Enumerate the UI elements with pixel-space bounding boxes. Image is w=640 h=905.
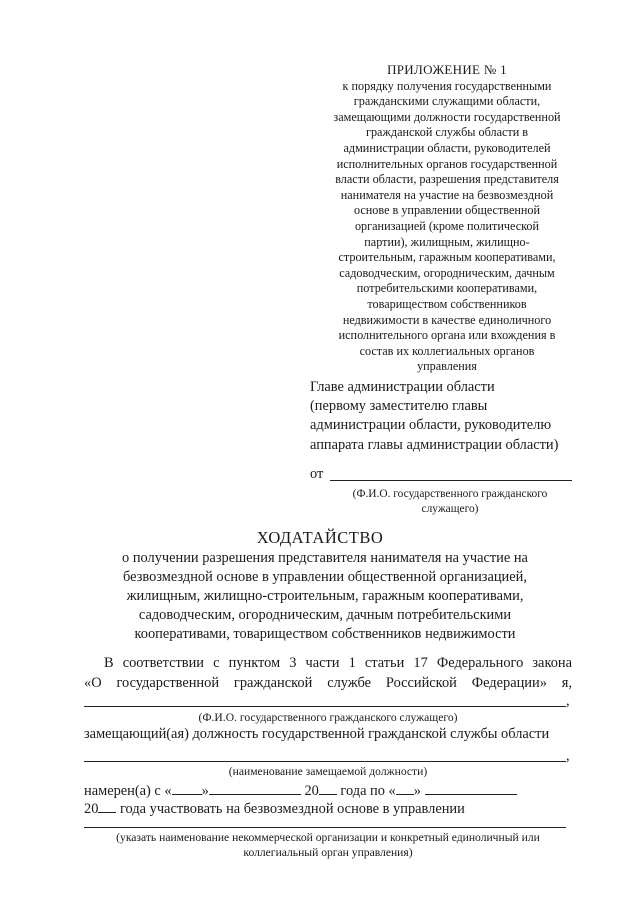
- until-label: года по «: [336, 783, 396, 799]
- appendix-heading: ПРИЛОЖЕНИЕ № 1: [387, 62, 507, 77]
- document-subtitle: о получении разрешения представителя нанимателя на участие на безвозмездной основе в управлении общественной организацией, жилищным, жилищно-строительным, гаражным кооперативами, садоводческим, огородническим, дачным потребительскими кооперативами, товариществом собственников недвижимости: [122, 550, 528, 642]
- end-month-blank: [425, 780, 517, 795]
- appendix-text: к порядку получения государственными гражданскими служащими области, замещающими должности государственной гражданской службы области в администрации области, руководителей исполнительных органов государственной власти области, разрешения представителя нанимателя на участие на безвозмездной основе в управлении общественной организацией (кроме политической партии), жилищным, жилищно- строительным, гаражным кооперативами, садоводческим, огородническим, дачным потребительскими кооперативами, товариществом собственников недвижимости в качестве единоличного исполнительного органа или вхождения в состав их коллегиальных органов управления: [333, 78, 561, 374]
- appendix-block: [316, 62, 578, 375]
- from-label: от: [310, 466, 324, 482]
- fio-hint: (Ф.И.О. государственного гражданского служащего): [198, 711, 458, 724]
- intend-start: намерен(а) с «: [84, 783, 172, 799]
- start-year-prefix: 20: [304, 783, 319, 799]
- end-day-blank: [396, 780, 414, 795]
- position-fill-line: [84, 761, 566, 762]
- document-title: ХОДАТАЙСТВО: [256, 528, 384, 547]
- end-quote-close: »: [413, 783, 421, 799]
- start-day-blank: [172, 780, 202, 795]
- end-year-blank: [98, 798, 116, 813]
- org-fill-line: [84, 827, 566, 828]
- from-row: [310, 466, 572, 483]
- start-quote-close: »: [201, 783, 209, 799]
- period-line: [84, 780, 572, 800]
- position-hint: (наименование замещаемой должности): [228, 765, 428, 778]
- start-month-blank: [209, 780, 301, 795]
- start-year-blank: [319, 780, 337, 795]
- position-comma: ,: [566, 748, 570, 764]
- participate-line: [84, 798, 572, 818]
- addressee-block: Главе администрации области (первому заместителю главы администрации области, руководителю аппарата главы администрации области): [310, 379, 559, 453]
- from-name-line: [330, 480, 572, 481]
- end-year-prefix: 20: [84, 801, 99, 817]
- body-line-2: «О государственной гражданской службе Российской Федерации» я,: [84, 675, 572, 691]
- org-hint: (указать наименование некоммерческой организации и конкретный единоличный или коллегиальный орган управления): [116, 831, 540, 859]
- participate-text: года участвовать на безвозмездной основе в управлении: [116, 801, 465, 817]
- from-hint: (Ф.И.О. государственного гражданского служащего): [352, 488, 548, 515]
- body-line-1: В соответствии с пунктом 3 части 1 статьи 17 Федерального закона: [104, 655, 572, 671]
- position-line: замещающий(ая) должность государственной гражданской службы области: [84, 726, 550, 742]
- fio-fill-line: [84, 706, 566, 707]
- fio-comma: ,: [566, 693, 570, 709]
